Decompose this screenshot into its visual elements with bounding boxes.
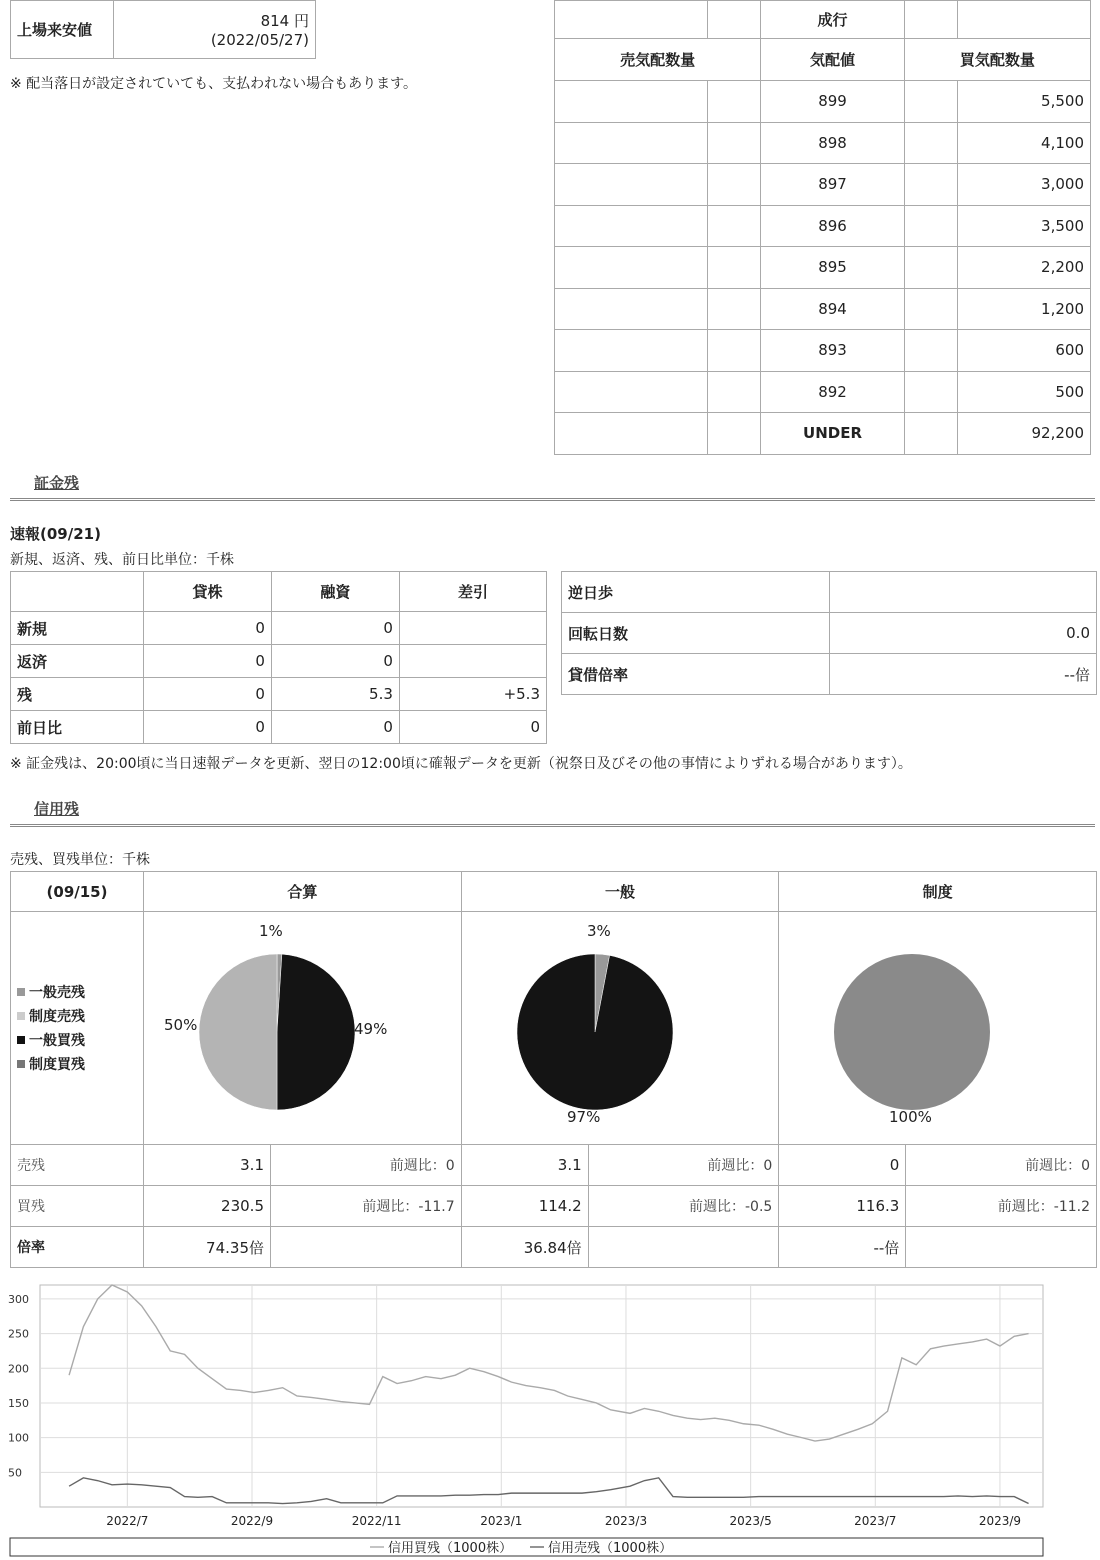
price-cell: 897 xyxy=(761,164,904,206)
price-cell: 899 xyxy=(761,81,904,123)
pie-label: 3% xyxy=(586,922,611,940)
shoukin-row xyxy=(11,645,547,678)
shoukin-value: 0 xyxy=(144,612,272,645)
listing-low-table xyxy=(10,0,316,59)
order-book-row xyxy=(555,81,1091,123)
shoukin-header-0 xyxy=(11,572,144,612)
buy-marker-cell xyxy=(904,247,957,289)
sell-qty-subcell xyxy=(708,164,761,206)
buy-qty-cell: 3,500 xyxy=(957,205,1090,247)
y-tick-label: 50 xyxy=(8,1466,22,1480)
margin-balance-line-chart xyxy=(0,1270,1090,1560)
price-cell: 894 xyxy=(761,288,904,330)
legend-item xyxy=(17,1030,137,1050)
shoukin-side-value xyxy=(830,572,1097,613)
sell-qty-cell xyxy=(555,288,708,330)
pie-slice xyxy=(199,954,277,1110)
shinyo-unit: 売残、買残単位：千株 xyxy=(10,852,150,868)
order-book-row xyxy=(555,247,1091,289)
buy-marker-cell xyxy=(904,81,957,123)
price-header: 気配値 xyxy=(761,39,904,81)
market-order-label: 成行 xyxy=(761,1,904,39)
sell-qty-cell xyxy=(555,122,708,164)
dividend-note: ※ 配当落日が設定されていても、支払われない場合もあります。 xyxy=(10,76,418,92)
sell-qty-subcell xyxy=(708,247,761,289)
pie-chart-combined xyxy=(144,912,460,1144)
shinyo-weekly-change xyxy=(906,1227,1097,1268)
buy-marker-cell xyxy=(904,371,957,413)
pie-slice xyxy=(834,954,990,1110)
shoukin-table xyxy=(10,571,547,744)
y-tick-label: 250 xyxy=(8,1327,29,1341)
shoukin-value: 0 xyxy=(144,645,272,678)
shoukin-value: 0 xyxy=(144,678,272,711)
shoukin-side-row xyxy=(562,654,1097,695)
shinyo-section-title xyxy=(10,798,1095,827)
shinyo-col-general: 一般 xyxy=(461,872,779,912)
shinyo-weekly-change xyxy=(271,1227,462,1268)
buy-qty-cell: 5,500 xyxy=(957,81,1090,123)
sell-qty-subcell xyxy=(708,288,761,330)
shoukin-value: 0 xyxy=(271,645,399,678)
pie-label: 49% xyxy=(354,1020,388,1038)
x-tick-label: 2022/11 xyxy=(351,1514,402,1528)
shoukin-side-label: 逆日歩 xyxy=(562,572,830,613)
shinyo-value: 230.5 xyxy=(144,1186,271,1227)
shinyo-weekly-change: 前週比：-0.5 xyxy=(588,1186,779,1227)
legend-swatch xyxy=(17,988,25,996)
legend-swatch xyxy=(17,1012,25,1020)
pie-slice xyxy=(277,954,355,1110)
shoukin-value xyxy=(399,645,546,678)
shinyo-col-system: 制度 xyxy=(779,872,1097,912)
shinyo-row-label: 売残 xyxy=(11,1145,144,1186)
shoukin-row-label: 新規 xyxy=(11,612,144,645)
shoukin-flash-date: 速報(09/21) xyxy=(10,525,101,543)
shoukin-row xyxy=(11,711,547,744)
shinyo-value: 114.2 xyxy=(461,1186,588,1227)
x-tick-label: 2023/1 xyxy=(480,1514,523,1528)
shinyo-value: 3.1 xyxy=(144,1145,271,1186)
shoukin-row xyxy=(11,612,547,645)
buy-qty-cell: 3,000 xyxy=(957,164,1090,206)
shoukin-header-3: 差引 xyxy=(399,572,546,612)
pie-chart-system xyxy=(779,912,1095,1144)
price-cell: 896 xyxy=(761,205,904,247)
pie-legend xyxy=(17,982,137,1074)
buy-marker-cell xyxy=(904,205,957,247)
price-cell: 893 xyxy=(761,330,904,372)
order-book-row xyxy=(555,371,1091,413)
line-legend-label: 信用売残（1000株） xyxy=(548,1541,673,1556)
buy-marker-cell xyxy=(904,122,957,164)
sell-qty-cell xyxy=(555,81,708,123)
sell-qty-cell xyxy=(555,413,708,455)
buy-qty-cell: 600 xyxy=(957,330,1090,372)
buy-marker-cell xyxy=(904,164,957,206)
listing-low-date: (2022/05/27) xyxy=(210,31,309,49)
x-tick-label: 2023/9 xyxy=(978,1514,1022,1528)
legend-item xyxy=(17,982,137,1002)
pie-slice xyxy=(517,954,673,1110)
shoukin-title[interactable]: 証金残 xyxy=(34,474,80,492)
plot-frame xyxy=(40,1285,1043,1507)
y-tick-label: 200 xyxy=(8,1362,29,1376)
shinyo-row xyxy=(11,1145,1097,1186)
shinyo-value: 116.3 xyxy=(779,1186,906,1227)
line-legend-box xyxy=(10,1538,1043,1556)
buy-qty-header: 買気配数量 xyxy=(904,39,1090,81)
shoukin-side-value: 0.0 xyxy=(830,613,1097,654)
pie-label: 97% xyxy=(566,1108,600,1126)
shinyo-title[interactable]: 信用残 xyxy=(34,800,80,818)
buy-qty-cell: 500 xyxy=(957,371,1090,413)
shoukin-value: 5.3 xyxy=(271,678,399,711)
line-legend-label: 信用買残（1000株） xyxy=(388,1541,513,1556)
sell-qty-cell xyxy=(555,247,708,289)
sell-qty-subcell xyxy=(708,205,761,247)
pie-label: 1% xyxy=(259,922,283,940)
shoukin-row-label: 返済 xyxy=(11,645,144,678)
shinyo-value: 3.1 xyxy=(461,1145,588,1186)
shoukin-header-2: 融資 xyxy=(271,572,399,612)
pie-label: 100% xyxy=(889,1108,933,1126)
y-tick-label: 300 xyxy=(8,1292,29,1306)
shinyo-row xyxy=(11,1186,1097,1227)
listing-low-value: 814 円 xyxy=(260,12,309,30)
buy-marker-cell xyxy=(904,330,957,372)
order-book-row xyxy=(555,164,1091,206)
x-tick-label: 2023/7 xyxy=(854,1514,897,1528)
shoukin-header-1: 貸株 xyxy=(144,572,272,612)
sell-qty-subcell xyxy=(708,330,761,372)
shoukin-row-label: 前日比 xyxy=(11,711,144,744)
shoukin-value: +5.3 xyxy=(399,678,546,711)
price-cell: 895 xyxy=(761,247,904,289)
buy-qty-cell: 2,200 xyxy=(957,247,1090,289)
legend-item xyxy=(17,1054,137,1074)
sell-qty-subcell xyxy=(708,122,761,164)
order-book-row xyxy=(555,330,1091,372)
x-tick-label: 2023/5 xyxy=(729,1514,772,1528)
shinyo-value: 74.35倍 xyxy=(144,1227,271,1268)
buy-marker-cell xyxy=(904,413,957,455)
price-cell: 898 xyxy=(761,122,904,164)
shoukin-side-label: 回転日数 xyxy=(562,613,830,654)
shoukin-note: ※ 証金残は、20:00頃に当日速報データを更新、翌日の12:00頃に確報データを更新（祝祭日及びその他の事情によりずれる場合があります）。 xyxy=(10,756,912,772)
series-line-1 xyxy=(69,1478,1028,1504)
shoukin-unit: 新規、返済、残、前日比単位：千株 xyxy=(10,552,234,568)
shinyo-value: 36.84倍 xyxy=(461,1227,588,1268)
shinyo-weekly-change: 前週比：0 xyxy=(588,1145,779,1186)
sell-qty-cell xyxy=(555,205,708,247)
price-cell: 892 xyxy=(761,371,904,413)
shinyo-date: (09/15) xyxy=(11,872,144,912)
sell-qty-subcell xyxy=(708,81,761,123)
pie-chart-general xyxy=(462,912,778,1144)
shinyo-weekly-change: 前週比：-11.2 xyxy=(906,1186,1097,1227)
shinyo-table xyxy=(10,871,1097,1268)
buy-qty-cell: 1,200 xyxy=(957,288,1090,330)
shoukin-value: 0 xyxy=(144,711,272,744)
sell-qty-cell xyxy=(555,330,708,372)
shoukin-value xyxy=(399,612,546,645)
shoukin-value: 0 xyxy=(271,612,399,645)
shinyo-col-combined: 合算 xyxy=(144,872,462,912)
shoukin-row-label: 残 xyxy=(11,678,144,711)
legend-label: 一般売残 xyxy=(29,985,85,1001)
pie-legend-cell xyxy=(11,912,144,1145)
shinyo-weekly-change xyxy=(588,1227,779,1268)
shinyo-value: 0 xyxy=(779,1145,906,1186)
x-tick-label: 2022/7 xyxy=(106,1514,149,1528)
shinyo-row-label: 倍率 xyxy=(11,1227,144,1268)
legend-item xyxy=(17,1006,137,1026)
shoukin-row xyxy=(11,678,547,711)
shoukin-side-table xyxy=(561,571,1097,695)
y-tick-label: 150 xyxy=(8,1396,29,1410)
buy-marker-cell xyxy=(904,288,957,330)
shinyo-row-label: 買残 xyxy=(11,1186,144,1227)
shinyo-weekly-change: 前週比：-11.7 xyxy=(271,1186,462,1227)
order-book-row xyxy=(555,413,1091,455)
x-tick-label: 2022/9 xyxy=(230,1514,274,1528)
shoukin-side-row xyxy=(562,572,1097,613)
order-book-row xyxy=(555,122,1091,164)
price-cell: UNDER xyxy=(761,413,904,455)
shoukin-value: 0 xyxy=(271,711,399,744)
legend-swatch xyxy=(17,1036,25,1044)
listing-low-label: 上場来安値 xyxy=(11,1,114,59)
y-tick-label: 100 xyxy=(8,1431,29,1445)
order-book-row xyxy=(555,205,1091,247)
order-book xyxy=(554,0,1091,455)
sell-qty-header: 売気配数量 xyxy=(555,39,761,81)
shoukin-side-label: 貸借倍率 xyxy=(562,654,830,695)
shoukin-side-row xyxy=(562,613,1097,654)
legend-label: 制度買残 xyxy=(29,1057,85,1073)
shoukin-value: 0 xyxy=(399,711,546,744)
sell-qty-cell xyxy=(555,371,708,413)
shoukin-section-title xyxy=(10,472,1095,501)
shinyo-row xyxy=(11,1227,1097,1268)
legend-label: 一般買残 xyxy=(29,1033,85,1049)
shoukin-side-value: --倍 xyxy=(830,654,1097,695)
shinyo-weekly-change: 前週比：0 xyxy=(271,1145,462,1186)
sell-qty-cell xyxy=(555,164,708,206)
sell-qty-subcell xyxy=(708,413,761,455)
legend-swatch xyxy=(17,1060,25,1068)
shinyo-value: --倍 xyxy=(779,1227,906,1268)
shinyo-weekly-change: 前週比：0 xyxy=(906,1145,1097,1186)
order-book-row xyxy=(555,288,1091,330)
sell-qty-subcell xyxy=(708,371,761,413)
series-line-0 xyxy=(69,1285,1028,1441)
buy-qty-cell: 92,200 xyxy=(957,413,1090,455)
legend-label: 制度売残 xyxy=(29,1009,85,1025)
buy-qty-cell: 4,100 xyxy=(957,122,1090,164)
x-tick-label: 2023/3 xyxy=(604,1514,648,1528)
pie-label: 50% xyxy=(164,1016,198,1034)
